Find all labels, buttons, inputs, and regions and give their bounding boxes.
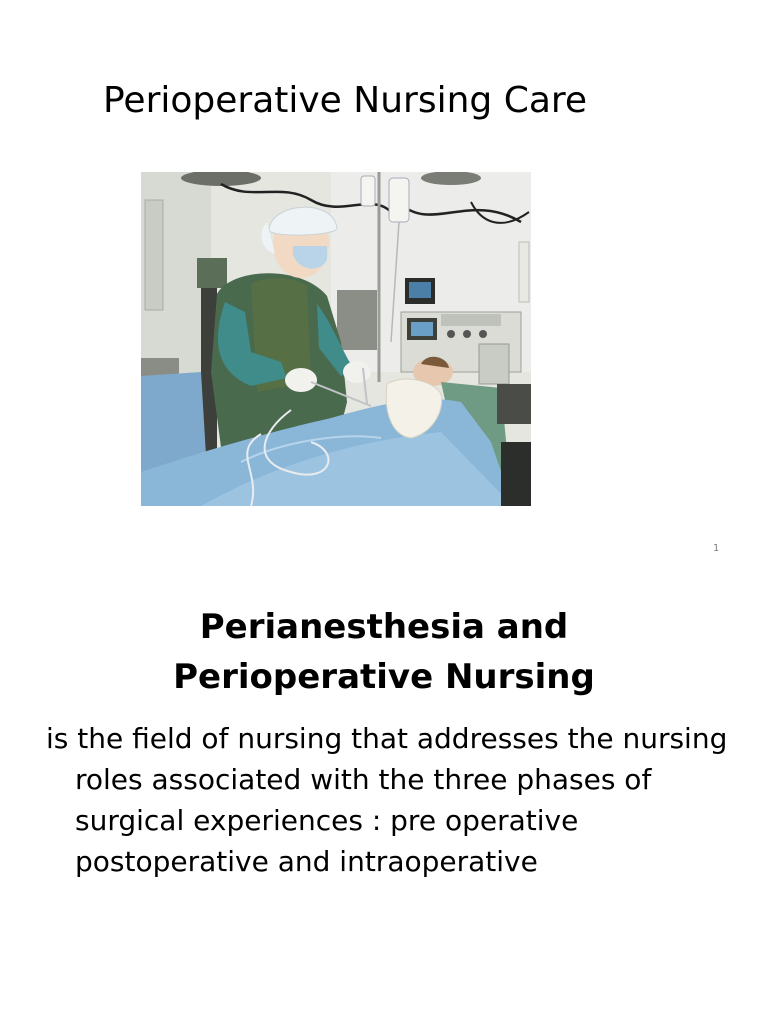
section-heading <box>0 602 768 702</box>
slide-title: Perioperative Nursing Care <box>103 80 588 121</box>
definition-line: postoperative and intraoperative <box>75 845 538 878</box>
section-heading-line-1: Perianesthesia and <box>199 607 569 647</box>
operating-room-nurse-photo <box>141 172 531 506</box>
definition-line: surgical experiences : pre operative <box>75 804 579 837</box>
section-heading-line-2: Perioperative Nursing <box>173 657 595 697</box>
definition-line: is the field of nursing that addresses the nursing <box>46 722 728 755</box>
page-number: 1 <box>713 543 720 554</box>
definition-paragraph <box>46 718 736 882</box>
definition-line: roles associated with the three phases of <box>75 763 652 796</box>
